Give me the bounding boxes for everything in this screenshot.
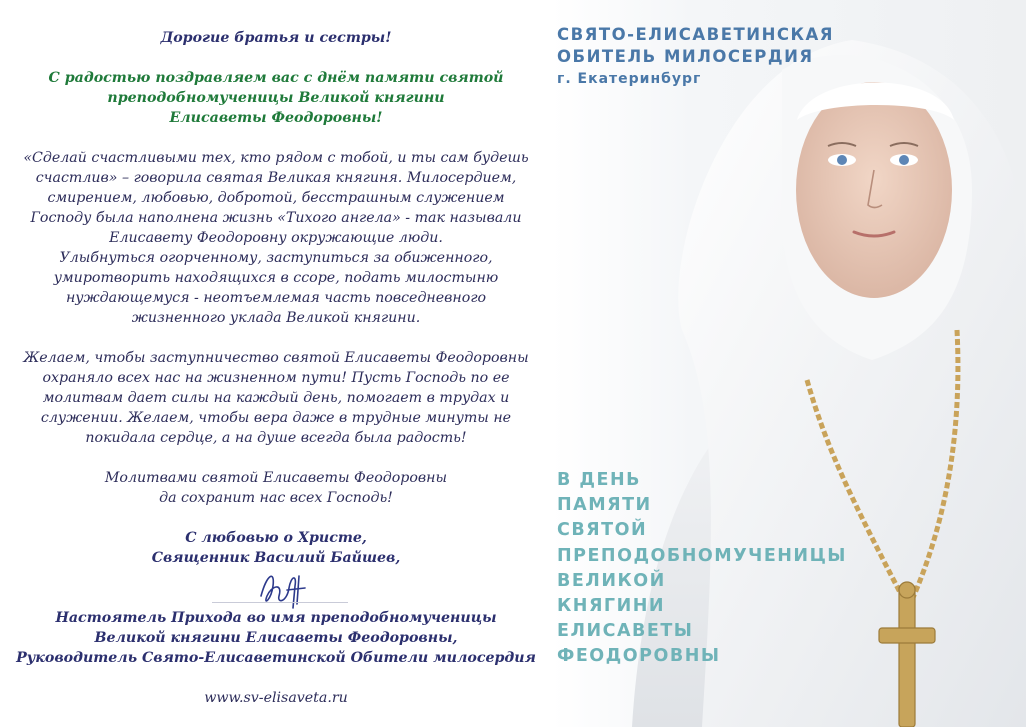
letter-author-title xyxy=(0,608,552,668)
paragraph-line: да сохранит нас всех Господь! xyxy=(159,490,393,506)
organization-heading xyxy=(557,24,834,90)
paragraph-line: нуждающемуся - неотъемлемая часть повседневного xyxy=(65,290,487,306)
paragraph-line: Улыбнуться огорченному, заступиться за обиженного, xyxy=(59,250,493,266)
paragraph-line: молитвам дает силы на каждый день, помогает в трудах и xyxy=(42,390,510,406)
organization-city: г. Екатеринбург xyxy=(557,71,702,87)
letter-signoff xyxy=(0,528,552,568)
signoff-line: С любовью о Христе, xyxy=(185,530,367,546)
feast-line: ВЕЛИКОЙ xyxy=(557,570,666,591)
paragraph-line: счастлив» – говорила святая Великая княгиня. Милосердием, xyxy=(35,170,517,186)
letter-prayer xyxy=(0,468,552,508)
handwritten-signature xyxy=(253,566,313,612)
title-line: Руководитель Свято-Елисаветинской Обители милосердия xyxy=(16,650,536,666)
feast-line: КНЯГИНИ xyxy=(557,596,666,617)
paragraph-line: служении. Желаем, чтобы вера даже в трудные минуты не xyxy=(40,410,512,426)
feast-line: В ДЕНЬ xyxy=(557,470,641,490)
signoff-line: Священник Василий Байшев, xyxy=(151,550,401,566)
letter-congratulations xyxy=(0,68,552,128)
congrats-line: преподобномученицы Великой княгини xyxy=(107,90,445,106)
feast-line: ПАМЯТИ xyxy=(557,495,652,516)
feast-line: ПРЕПОДОБНОМУЧЕНИЦЫ xyxy=(557,545,847,566)
congrats-line: Елисаветы Феодоровны! xyxy=(169,110,383,126)
organization-name-line: ОБИТЕЛЬ МИЛОСЕРДИЯ xyxy=(557,47,814,66)
paragraph-line: охраняло всех нас на жизненном пути! Пусть Господь по ее xyxy=(42,370,510,386)
paragraph-line: «Сделай счастливыми тех, кто рядом с тобой, и ты сам будешь xyxy=(23,150,529,166)
title-line: Великой княгини Елисаветы Феодоровны, xyxy=(94,630,458,646)
paragraph-line: жизненного уклада Великой княгини. xyxy=(131,310,421,326)
paragraph-line: умиротворить находящихся в ссоре, подать милостыню xyxy=(53,270,499,286)
paragraph-line: Господу была наполнена жизнь «Тихого ангела» - так называли xyxy=(30,210,522,226)
feast-line: СВЯТОЙ xyxy=(557,520,648,541)
signature-line xyxy=(212,602,348,603)
feast-line: ЕЛИСАВЕТЫ xyxy=(557,621,694,642)
paragraph-line: Молитвами святой Елисаветы Феодоровны xyxy=(104,470,448,486)
title-line: Настоятель Прихода во имя преподобномученицы xyxy=(55,610,497,626)
letter-paragraph-1 xyxy=(0,148,552,328)
congrats-line: С радостью поздравляем вас с днём памяти святой xyxy=(48,70,504,86)
organization-name-line: СВЯТО-ЕЛИСАВЕТИНСКАЯ xyxy=(557,25,834,44)
letter-paragraph-2 xyxy=(0,348,552,448)
feast-line: ФЕОДОРОВНЫ xyxy=(557,646,721,667)
website-link[interactable]: www.sv-elisaveta.ru xyxy=(204,690,348,706)
feast-day-title xyxy=(557,468,847,670)
paragraph-line: смирением, любовью, добротой, бесстрашным служением xyxy=(47,190,505,206)
paragraph-line: Желаем, чтобы заступничество святой Елисаветы Феодоровны xyxy=(23,350,529,366)
paragraph-line: Елисавету Феодоровну окружающие люди. xyxy=(109,230,443,246)
letter-greeting: Дорогие братья и сестры! xyxy=(160,30,392,46)
paragraph-line: покидала сердце, а на душе всегда была радость! xyxy=(85,430,467,446)
